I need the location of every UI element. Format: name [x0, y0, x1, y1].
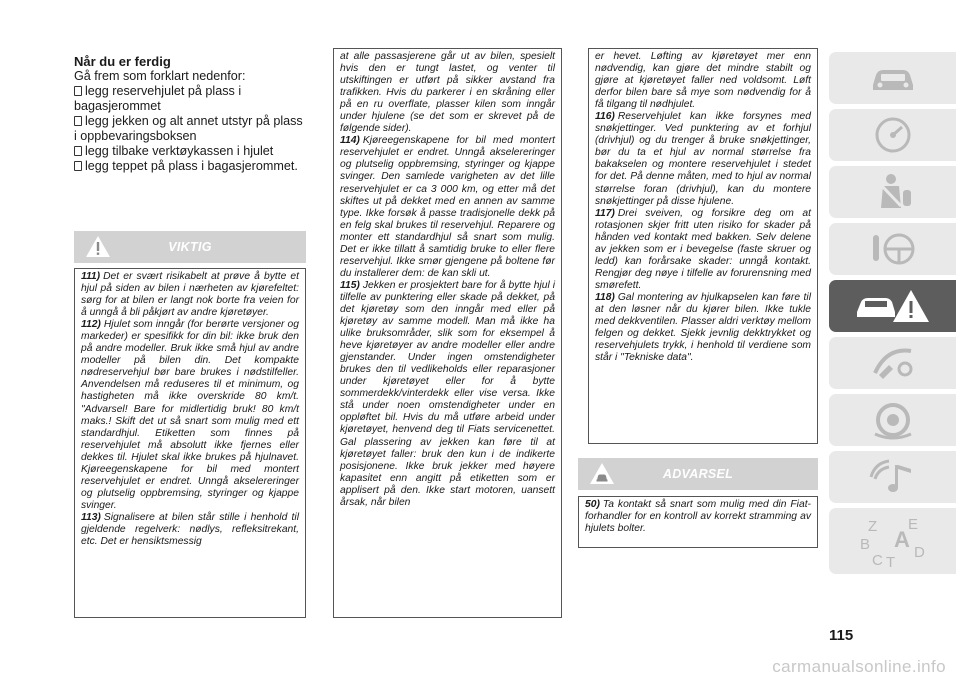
- note-paragraph: 111) Det er svært risikabelt at prøve å bytte et hjul på siden av bilen i nærheten av kjørefeltet: sørg for at bilen er langt nok borte fra veien for å unngå å bli påkjørt av andre kjøretøyer.: [81, 271, 299, 319]
- tab-multimedia[interactable]: [829, 451, 956, 503]
- index-letter: C: [871, 552, 883, 569]
- tab-car-overview[interactable]: [829, 52, 956, 104]
- index-letter: Z: [867, 518, 877, 535]
- tab-index[interactable]: [829, 508, 956, 574]
- tab-dashboard[interactable]: [829, 109, 956, 161]
- car-overview-icon: [865, 61, 921, 95]
- starting-driving-icon: [865, 229, 921, 269]
- checkbox-icon: [74, 116, 82, 126]
- warning-banner: [74, 231, 306, 263]
- tab-technical-data[interactable]: [829, 394, 956, 446]
- note-paragraph: 117) Drei sveiven, og forsikre deg om at rotasjonen skjer fritt uten risiko for skader på hånden ved kontakt med bakken. Selv delene av jekken som er i bevegelse (faste skruer og ledd) kan forårsake skader: unngå kontakt. Rengjør deg nøye i tilfelle av forurensning med smørefett.: [595, 207, 811, 291]
- list-item: legg reservehjulet på plass i bagasjerommet: [74, 84, 242, 113]
- note-paragraph: 114) Kjøreegenskapene for bil med montert reservehjulet er endret. Unngå akselereringer og plutselig oppbremsing, styringer og kjappe svinger. Den samlede varigheten av det lille reservehjulet er ca 3 000 km, og etter må det skiftes ut på dekket med en annen av samme type. Ikke forsøk å passe tradisjonelle dekk på en felg skal brukes til reservehjul. Reparere og monter ett standardhjul så snart som mulig. Det er ikke tillatt å samtidig bruke to eller flere reservehjul. Ikke smør gjengene på boltene før du installerer dem: de kan skli ut.: [340, 135, 555, 279]
- steps-list: [74, 84, 306, 174]
- checkbox-icon: [74, 161, 82, 171]
- index-letter: B: [859, 536, 870, 553]
- note-paragraph: 116) Reservehjulet kan ikke forsynes med snøkjettinger. Ved punktering av et forhjul (drivhjul) og du trenger å bruke snøkjettinger, bør du ta et hjul av normal størrelse fra bakakselen og montere reservehjulet i stedet for det. På denne måten, med to hjul av normal størrelse foran (drivhjul), kan du montere snøkjettinger på disse hjulene.: [595, 111, 811, 207]
- multimedia-icon: [865, 457, 921, 497]
- note-paragraph: 115) Jekken er prosjektert bare for å bytte hjul i tilfelle av punktering eller skade på dekket, på det kjøretøy som den inngår med eller på kjøretøy av samme modell. Man må ikke ha ulike bruksområder, slik som for eksempel å heve kjøretøyer av andre modeller eller andre gjenstander. Under ingen omstendigheter brukes den til vedlikeholds eller reparasjoner under kjøretøyet eller for å bytte sommerdekk/vinterdekk eller vise versa. Ikke stå under noen omstendigheter under en oppløftet bil. Hvis du må utføre arbeid under kjøretøyet, henvend deg til Fiats servicenettet. Gal plassering av jekken kan føre til at kjøretøyet faller: bruk den kun i de indikerte posisjonene. Ikke bruk jekker med høyere kapasitet enn angitt på etiketten som er applisert på den. Ikke start motoren, uansett årsak, når bilen: [340, 279, 555, 508]
- notes-box-caution: [578, 496, 818, 548]
- list-item: legg jekken og alt annet utstyr på plass i oppbevaringsboksen: [74, 114, 303, 143]
- notes-box-important: [74, 268, 306, 618]
- tab-emergency[interactable]: [829, 280, 956, 332]
- caution-label: ADVARSEL: [662, 467, 734, 481]
- note-paragraph: 118) Gal montering av hjulkapselen kan føre til at den løsner når du kjører bilen. Ikke tukle med dekkventilen. Plasser aldri verktøy mellom felgen og dekket. Sjekk jevnlig dekktrykket og reservehjulets trykk, i henhold til verdiene som står i "Tekniske data".: [595, 291, 811, 364]
- index-letter: D: [913, 544, 925, 561]
- tab-safety[interactable]: [829, 166, 956, 218]
- section-intro: Gå frem som forklart nedenfor:: [74, 69, 246, 83]
- footer-watermark: carmanualsonline.info: [772, 657, 946, 676]
- dashboard-icon: [865, 115, 921, 155]
- notes-box-continued: [333, 48, 562, 618]
- technical-data-icon: [865, 400, 921, 440]
- note-paragraph: 113) Signalisere at bilen står stille i henhold til gjeldende regelverk: nødlys, refleksitrekant, etc. Det er hensiktsmessig: [81, 511, 299, 548]
- caution-banner: [578, 458, 818, 490]
- note-paragraph: 50) Ta kontakt så snart som mulig med din Fiat-forhandler for en kontroll av korrekt stramming av hjulets bolter.: [585, 499, 811, 535]
- index-letter: A: [893, 527, 910, 552]
- section-heading: Når du er ferdig: [74, 54, 171, 69]
- maintenance-icon: [865, 343, 921, 383]
- note-paragraph: at alle passasjerene går ut av bilen, spesielt hvis den er tungt lastet, og venter til utskiftingen er utført på sikker avstand fra trafikken. Hvis du parkerer i en skråning eller på en ru overflate, plasser kilen som inngår under hjulene (se det som er skrevet på de følgende sider).: [340, 51, 555, 135]
- index-letter: E: [907, 516, 918, 533]
- list-item: legg teppet på plass i bagasjerommet.: [74, 159, 306, 174]
- warning-label: VIKTIG: [168, 240, 212, 254]
- tab-starting-driving[interactable]: [829, 223, 956, 275]
- checkbox-icon: [74, 146, 82, 156]
- page-number: 115: [829, 627, 854, 644]
- index-letter: T: [885, 554, 895, 569]
- note-paragraph: er hevet. Løfting av kjøretøyet mer enn nødvendig, kan gjøre det mindre stabilt og gjøre at kjøretøyet faller ned voldsomt. Løft derfor bilen bare så mye som nødvendig for å få tilgang til nødhjulet.: [595, 51, 811, 111]
- tab-maintenance[interactable]: [829, 337, 956, 389]
- section-when-finished: [74, 54, 306, 174]
- note-paragraph: 112) Hjulet som inngår (for berørte versjoner og markeder) er spesifikk for din bil: ikke bruk den på andre modeller. Bruk ikke små hjul av andre modeller på bilen din. Det kompakte nødreservehjul bør bare brukes i nødstilfeller. Anvendelsen må reduseres til et minimum, og hastigheten må ikke overskride 80 km/t. "Advarsel! Bare for midlertidig bruk! 80 km/t maks.! Skift det ut så snart som mulig med ett standardhjul. Etiketten som finnes på reservehjulet må absolutt ikke fjernes eller dekkes til. Hjulet skal ikke brukes på hjulnavet. Kjøreegenskapene for bil med montert reservehjulet er endret. Unngå akselereringer og plutselig oppbremsing, styringer og kjappe svinger.: [81, 319, 299, 511]
- safety-seatbelt-icon: [865, 172, 921, 212]
- list-item: legg tilbake verktøykassen i hjulet: [74, 144, 306, 159]
- checkbox-icon: [74, 86, 82, 96]
- emergency-icon: [853, 286, 933, 326]
- notes-box-continued-2: [588, 48, 818, 444]
- index-icon: [858, 513, 928, 569]
